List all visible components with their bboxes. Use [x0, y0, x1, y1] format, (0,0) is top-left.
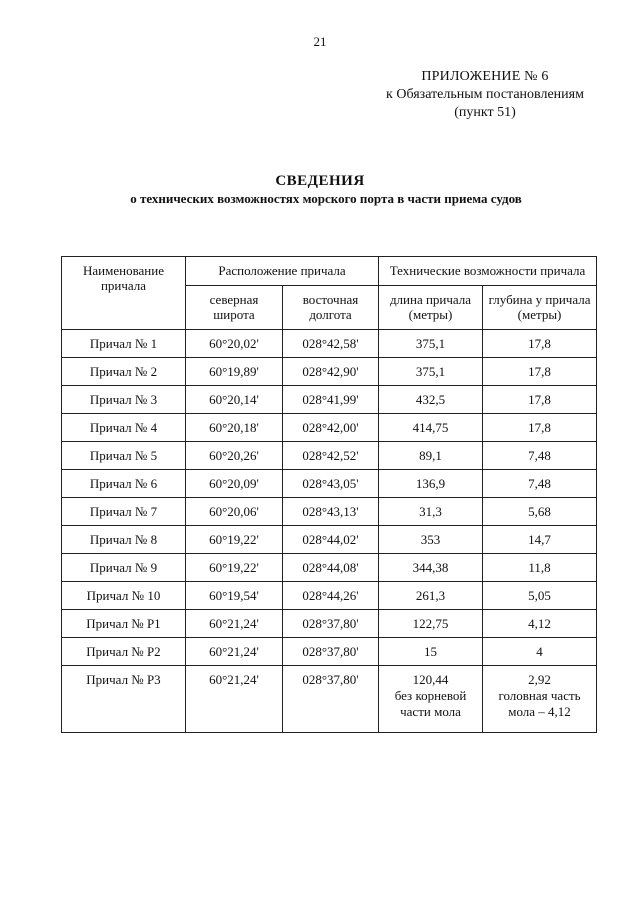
cell-depth: 5,05	[483, 582, 597, 610]
cell-length: 15	[379, 638, 483, 666]
table-row	[62, 442, 597, 470]
cell-latitude: 60°19,89'	[186, 358, 283, 386]
cell-latitude: 60°20,09'	[186, 470, 283, 498]
appendix-title: ПРИЛОЖЕНИЕ № 6	[421, 69, 549, 84]
cell-berth-name: Причал № 8	[62, 526, 186, 554]
table-row	[62, 414, 597, 442]
table-row	[62, 582, 597, 610]
cell-berth-name: Причал № 1	[62, 330, 186, 358]
cell-latitude: 60°19,22'	[186, 554, 283, 582]
cell-latitude: 60°19,22'	[186, 526, 283, 554]
cell-latitude: 60°20,02'	[186, 330, 283, 358]
cell-berth-name: Причал № 10	[62, 582, 186, 610]
cell-berth-name: Причал № 4	[62, 414, 186, 442]
cell-longitude: 028°44,02'	[283, 526, 379, 554]
cell-berth-name: Причал № Р1	[62, 610, 186, 638]
cell-latitude: 60°20,18'	[186, 414, 283, 442]
cell-depth: 17,8	[483, 386, 597, 414]
cell-latitude: 60°21,24'	[186, 638, 283, 666]
cell-depth: 14,7	[483, 526, 597, 554]
page-number: 21	[313, 34, 327, 49]
cell-depth: 17,8	[483, 330, 597, 358]
document-subtitle: о технических возможностях морского порта в части приема судов	[130, 191, 522, 206]
cell-length: 120,44 без корневой части мола	[379, 666, 483, 733]
cell-latitude: 60°21,24'	[186, 666, 283, 733]
cell-length: 375,1	[379, 330, 483, 358]
cell-longitude: 028°37,80'	[283, 610, 379, 638]
header-longitude: восточная долгота	[283, 285, 379, 329]
table-row	[62, 610, 597, 638]
cell-longitude: 028°42,90'	[283, 358, 379, 386]
cell-depth: 11,8	[483, 554, 597, 582]
cell-longitude: 028°37,80'	[283, 666, 379, 733]
header-berth-name: Наименование причала	[62, 257, 186, 330]
cell-length: 344,38	[379, 554, 483, 582]
cell-depth: 7,48	[483, 442, 597, 470]
cell-depth: 7,48	[483, 470, 597, 498]
header-capabilities: Технические возможности причала	[379, 257, 597, 286]
table-row	[62, 470, 597, 498]
cell-latitude: 60°21,24'	[186, 610, 283, 638]
cell-length: 122,75	[379, 610, 483, 638]
header-depth: глубина у причала (метры)	[483, 285, 597, 329]
cell-longitude: 028°42,58'	[283, 330, 379, 358]
table-row	[62, 666, 597, 733]
cell-length: 432,5	[379, 386, 483, 414]
table-row	[62, 330, 597, 358]
appendix-clause: (пункт 51)	[454, 105, 516, 120]
table-row	[62, 638, 597, 666]
cell-depth: 17,8	[483, 358, 597, 386]
cell-longitude: 028°44,08'	[283, 554, 379, 582]
cell-longitude: 028°42,52'	[283, 442, 379, 470]
cell-depth: 4	[483, 638, 597, 666]
cell-depth: 17,8	[483, 414, 597, 442]
cell-length: 375,1	[379, 358, 483, 386]
cell-longitude: 028°43,05'	[283, 470, 379, 498]
cell-depth: 2,92 головная часть мола – 4,12	[483, 666, 597, 733]
cell-depth: 4,12	[483, 610, 597, 638]
appendix-block	[380, 68, 590, 122]
table-row	[62, 386, 597, 414]
cell-length: 414,75	[379, 414, 483, 442]
cell-length: 261,3	[379, 582, 483, 610]
cell-latitude: 60°20,14'	[186, 386, 283, 414]
cell-length: 353	[379, 526, 483, 554]
header-location: Расположение причала	[186, 257, 379, 286]
table-row	[62, 554, 597, 582]
cell-latitude: 60°20,26'	[186, 442, 283, 470]
cell-longitude: 028°43,13'	[283, 498, 379, 526]
appendix-reference: к Обязательным постановлениям	[386, 87, 584, 102]
berths-table	[61, 256, 597, 733]
cell-berth-name: Причал № 7	[62, 498, 186, 526]
cell-length: 89,1	[379, 442, 483, 470]
cell-length: 31,3	[379, 498, 483, 526]
header-length: длина причала (метры)	[379, 285, 483, 329]
cell-longitude: 028°44,26'	[283, 582, 379, 610]
table-row	[62, 498, 597, 526]
cell-berth-name: Причал № Р3	[62, 666, 186, 733]
cell-berth-name: Причал № 5	[62, 442, 186, 470]
cell-berth-name: Причал № 3	[62, 386, 186, 414]
cell-berth-name: Причал № 6	[62, 470, 186, 498]
table-row	[62, 358, 597, 386]
cell-length: 136,9	[379, 470, 483, 498]
cell-depth: 5,68	[483, 498, 597, 526]
cell-latitude: 60°20,06'	[186, 498, 283, 526]
table-row	[62, 526, 597, 554]
cell-berth-name: Причал № 2	[62, 358, 186, 386]
header-latitude: северная широта	[186, 285, 283, 329]
cell-longitude: 028°41,99'	[283, 386, 379, 414]
cell-longitude: 028°42,00'	[283, 414, 379, 442]
document-title: СВЕДЕНИЯ	[275, 173, 365, 189]
cell-latitude: 60°19,54'	[186, 582, 283, 610]
cell-longitude: 028°37,80'	[283, 638, 379, 666]
cell-berth-name: Причал № Р2	[62, 638, 186, 666]
cell-berth-name: Причал № 9	[62, 554, 186, 582]
